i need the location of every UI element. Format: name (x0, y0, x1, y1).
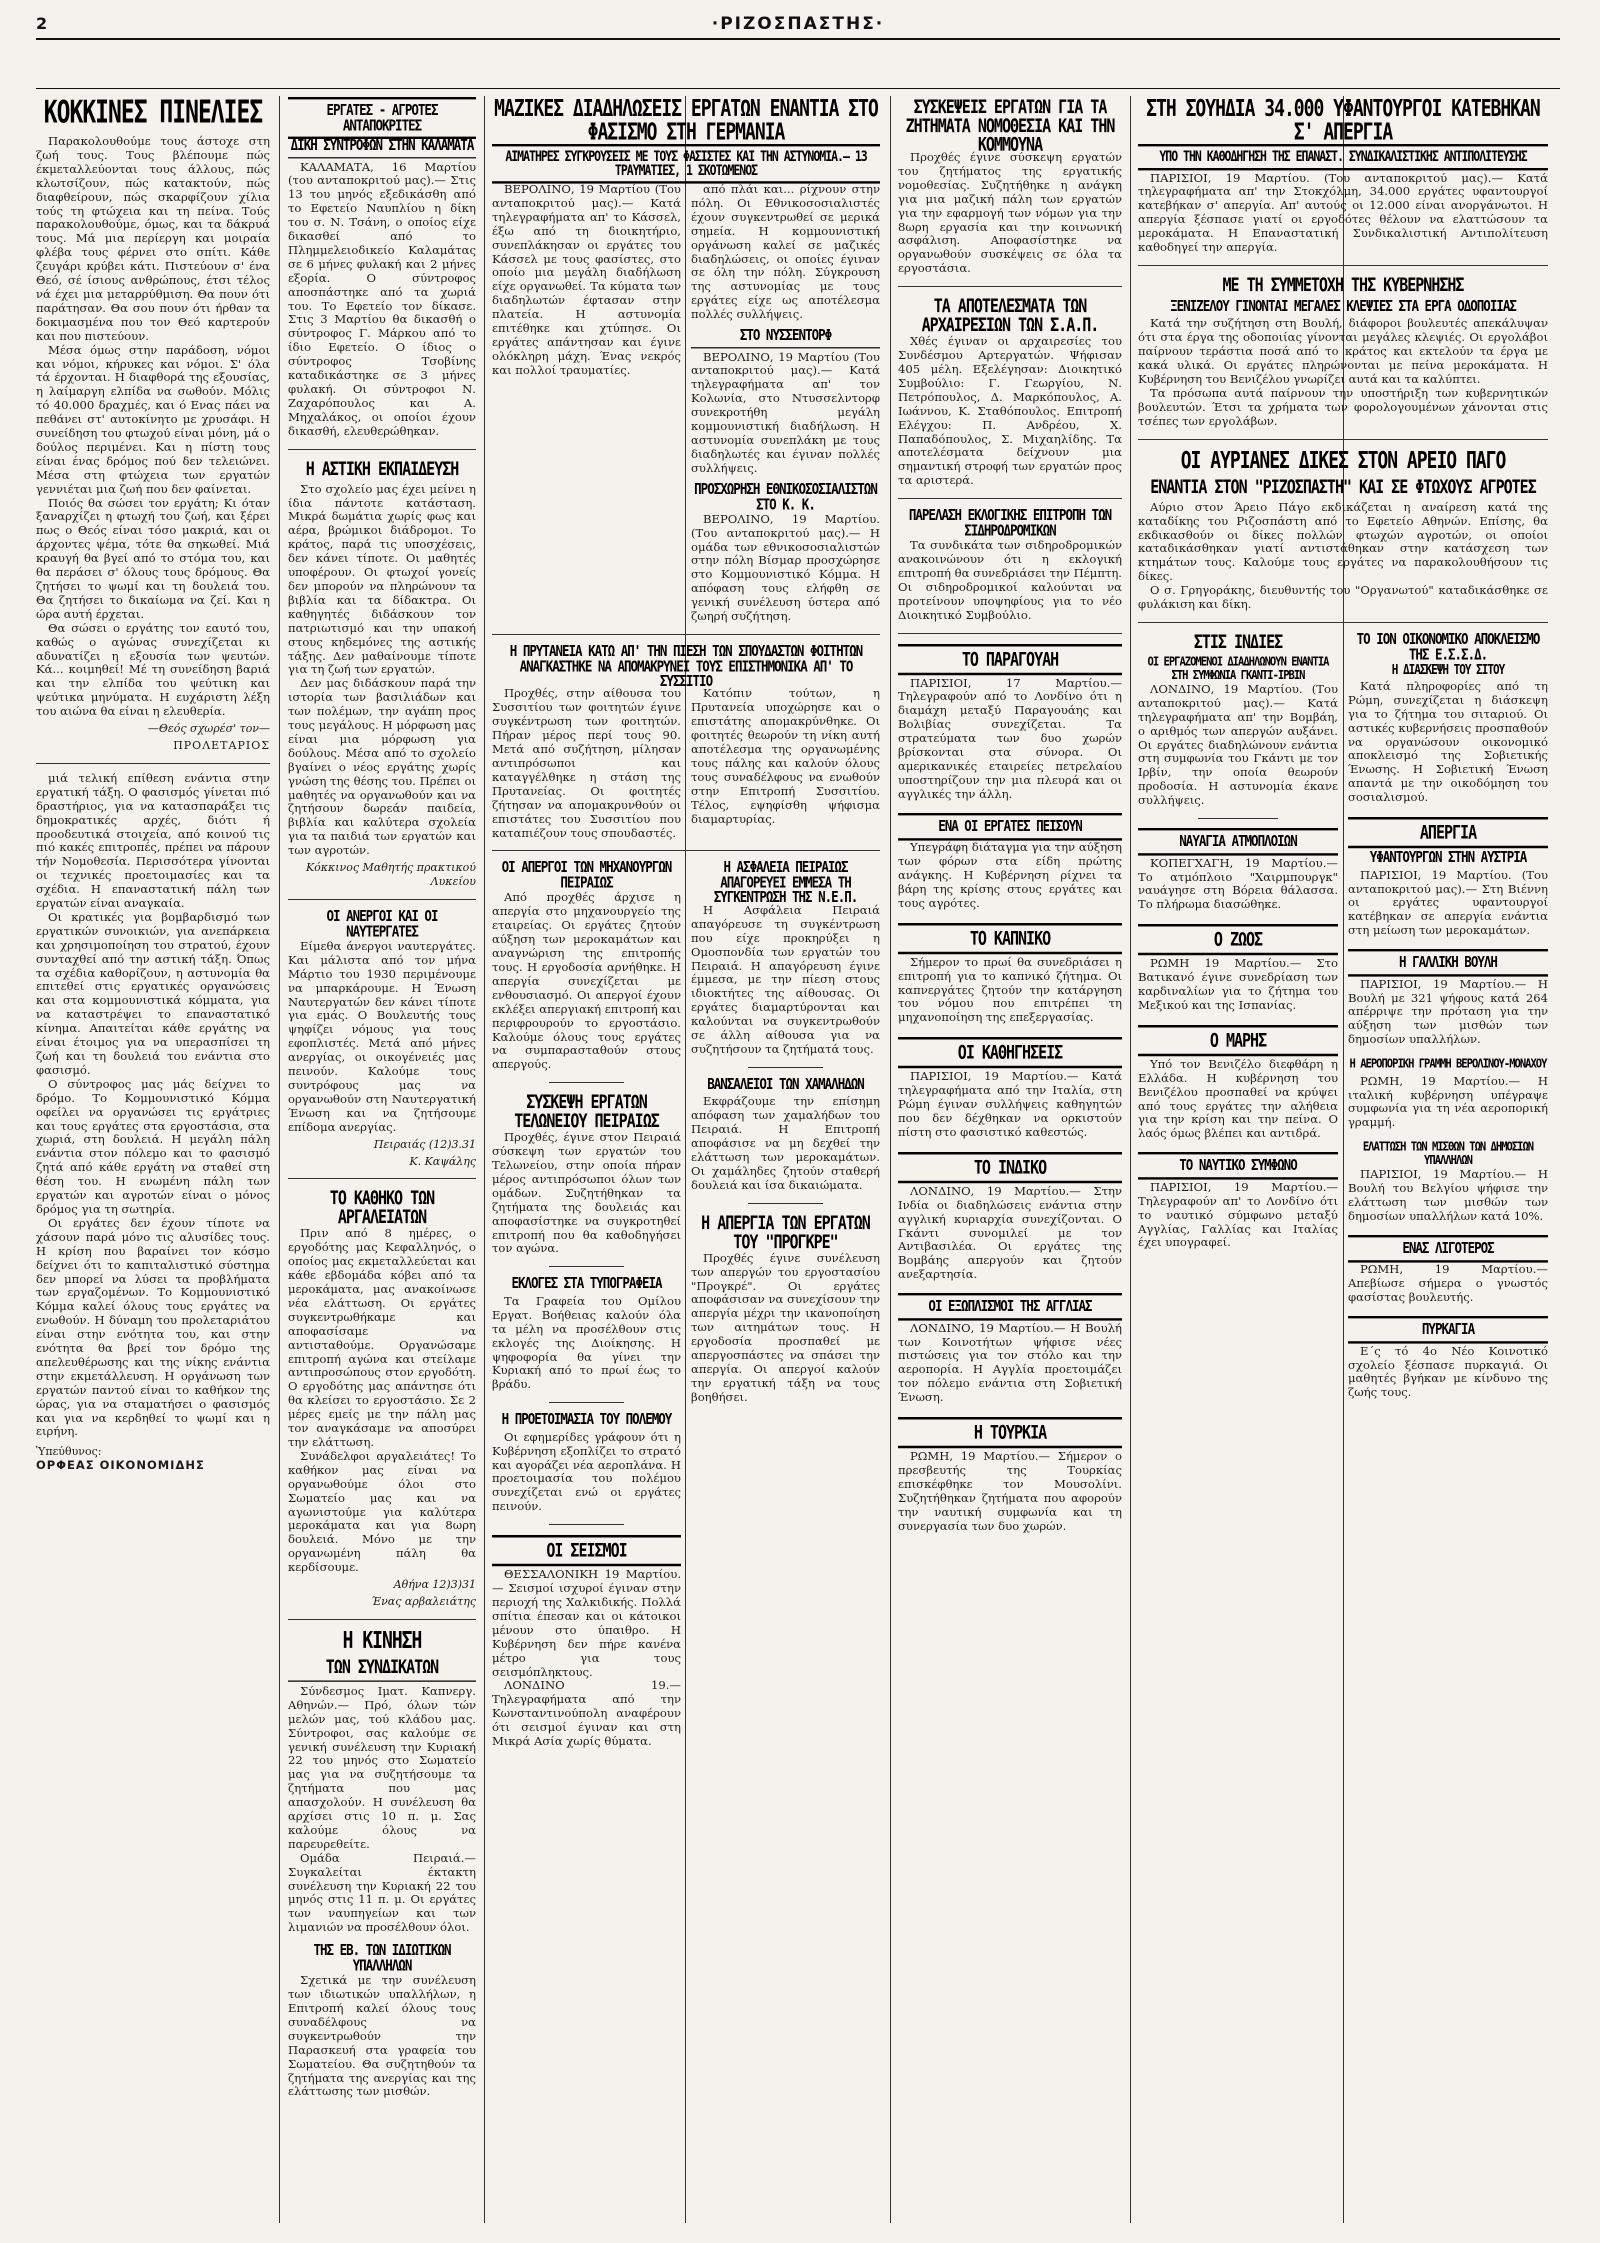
column-5-lower (1138, 631, 1548, 1410)
headline: ΤΟ ΙΝΔΙΚΟ (898, 1152, 1122, 1183)
headline: ΠΑΡΕΛΑΣΗ ΕΚΛΟΓΙΚΗΣ ΕΠΙΤΡΟΠΗ ΤΩΝ ΣΙΔΗΡΟΔΡΟΜΙΚΩΝ (908, 507, 1112, 539)
headline: ΠΡΟΣΧΩΡΗΣΗ ΕΘΝΙΚΟΣΟΣΙΑΛΙΣΤΩΝ ΣΤΟ Κ. Κ. (694, 479, 877, 513)
article-mars (1138, 1023, 1338, 1141)
headline: ΤΟ ΠΑΡΑΓΟΥΑΗ (898, 644, 1122, 675)
article-roadworks (1138, 274, 1548, 429)
responsible-label: Ὑπεύθυνος: (36, 1445, 102, 1459)
article-body: Τα πρόσωπα αυτά παίρνουν την υποστήριξη των κυβερνητικών βουλευτών. Έτσι τα χρήματα των φορολογουμένων χάνονται στις τσέπες των εργολάβων. (1138, 385, 1548, 428)
column-4 (898, 96, 1122, 2223)
article-taxes (898, 812, 1122, 911)
article-body: ΠΑΡΙΣΙΟΙ, 19 Μαρτίου.— Η Βουλή με 321 ψήφους κατά 264 απέρριψε την πρόταση για την αύξηση των μισθών των δημοσίων υπαλλήλων. (1348, 976, 1548, 1047)
divider (1138, 265, 1548, 266)
article-body: ΚΑΛΑΜΑΤΑ, 16 Μαρτίου (του ανταποκριτού μας).— Στις 13 του μηνός εξεδικάσθη από το Εφετείο Ναυπλίου η δίκη του σ. Ν. Τσάνη, ο οποίος είχε δικασθεί από το Πλημμελειοδικείο Καλαμάτας σε 6 μήνες φυλακή και 2 μήνες εξορία. Ο σύντροφος αποσπάστηκε από τα χωριά του. Το Εφετείο τον δίκασε. Στις 3 Μαρτίου θα δικασθή ο σύντροφος Γ. Μάρκου από το ίδιο Εφετείο. Ο ίδιος ο σύντροφος Τσοβίνης καταδικάστηκε σε 3 μήνες φυλακή. Οι σύντροφοι Ν. Ζαχαρόπουλος και Α. Μηχαλάκος, οι οποίοι έχουν δικασθή, ελευθερώθηκαν. (288, 159, 476, 438)
banner-headline: ΜΑΖΙΚΕΣ ΔΙΑΔΗΛΩΣΕΙΣ ΕΡΓΑΤΩΝ ΕΝΑΝΤΙΑ ΣΤΟ ΦΑΣΙΣΜΟ ΣΤΗ ΓΕΡΜΑΝΙΑ (494, 96, 878, 147)
headline: ΠΥΡΚΑΓΙΑ (1348, 1316, 1548, 1343)
subheadline: ΕΝΑΝΤΙΑ ΣΤΟΝ "ΡΙΖΟΣΠΑΣΤΗ" ΚΑΙ ΣΕ ΦΤΩΧΟΥΣ ΑΓΡΟΤΕΣ (1150, 475, 1536, 498)
article-progre-strike (691, 1212, 880, 1405)
subheadline: ΞΕΝΙΖΕΛΟΥ ΓΙΝΟΝΤΑΙ ΜΕΓΑΛΕΣ ΚΛΕΨΙΕΣ ΣΤΑ ΕΡΓΑ ΟΔΟΠΟΙΙΑΣ (1170, 296, 1516, 315)
divider (549, 1082, 625, 1083)
headline: Η ΚΙΝΗΣΗ (342, 1627, 422, 1655)
dateline: Πειραιάς (12)3.31 (373, 1137, 476, 1151)
article-printers (492, 1275, 681, 1392)
article-salaries (1348, 1140, 1548, 1224)
article-body: Προχθές έγινε συνέλευση των απεργών του εργοστασίου "Προγκρέ". Οι εργάτες αποφάσισαν να συνεχίσουν την απεργία μέχρι την ικανοποίηση των αιτημάτων τους. Η εργοδοσία προσπαθεί με απεργοσπάστες να σπάσει την απεργία. Οι απεργοί καλούν την εργατική τάξη να τους βοηθήσει. (691, 1250, 880, 1404)
article-body: ΡΩΜΗ, 19 Μαρτίου.— Απεβίωσε σήμερα ο γνωστός φασίστας βουλευτής. (1348, 1262, 1548, 1305)
article-zoo (1138, 922, 1338, 1013)
divider (1198, 818, 1278, 819)
article-body: Σήμερον το πρωί θα συνεδριάσει η επιτροπή για το καπνικό ζήτημα. Οι καπνεργάτες ζητούν την κατάργηση του νόμου που επιτρέπει τη μηχανοποίηση της επεξεργασίας. (898, 954, 1122, 1025)
divider (492, 850, 880, 851)
article-body: ΛΟΝΔΙΝΟ, 19 Μαρτίου. (Του ανταποκριτού μας).— Κατά τηλεγραφήματα απ' την Βομβάη, ο αριθμός των απεργών αυξάνει. Οι εργάτες διαδηλώνουν ενάντια στη συμφωνία του Γκάντι με τον Ιρβίν, την οποία θεωρούν προδοσία. Η αστυνομία έκανε συλλήψεις. (1138, 681, 1338, 808)
signature: Ένας αρβαλειάτης (371, 1594, 476, 1608)
divider (898, 286, 1122, 287)
article-body: Κατόπιν τούτων, η Πρυτανεία υποχώρησε και ο επιστάτης απομακρύνθηκε. Οι φοιτητές θεωρούν τη νίκη αυτή αποτέλεσμα της οργανωμένης τους πάλης και καλούν όλους τους συναδέλφους να ενωθούν στην Επιτροπή Συσσιτίου. Τέλος, εψηφίσθη ψήφισμα διαμαρτυρίας. (691, 686, 880, 826)
article-body: Εκφράζουμε την επίσημη απόφαση των χαμαλήδων του Πειραιά. Η Επιτροπή αποφάσισε να μη δεχθεί την ελάττωση των μεροκαμάτων. Οι χαμάληδες ζητούν σταθερή δουλειά και ίσα δικαιώματα. (691, 1094, 880, 1192)
article-indies (1138, 631, 1338, 808)
article-elections (898, 295, 1122, 488)
page-number: 2 (36, 14, 48, 33)
masthead (36, 8, 1560, 78)
article-one-less (1348, 1234, 1548, 1305)
article-body: Προχθές, έγινε στον Πειραιά σύσκεψη των εργατών του Τελωνείου, στην οποία πήραν μέρος αντιπρόσωποι όλων των ομάδων. Συζητήθηκαν τα ζητήματα της δουλειάς και αποφασίστηκε να συγκροτηθεί επιτροπή που θα καθοδηγήσει τον αγώνα. (492, 1130, 681, 1256)
article-body: Τα Γραφεία του Ομίλου Εργατ. Βοήθειας καλούν όλα τα μέλη να προσέλθουν στις εκλογές της Διοίκησης. Η ψηφοφορία θα γίνει την Κυριακή από το πρωί έως το βράδυ. (492, 1293, 681, 1392)
article-body: ΒΕΡΟΛΙΝΟ, 19 Μαρτίου (Του ανταποκριτού μας).— Κατά τηλεγραφήματα απ' τον Κολωνία, στο Ντυσσελντορφ συνεκροτήθη μεγάλη κομμουνιστική διαδήλωση. Η αστυνομία συνεπλάκη με τους διαδηλωτές και έγιναν πολλές συλλήψεις. (691, 349, 880, 475)
banner-headline: ΣΤΗ ΣΟΥΗΔΙΑ 34.000 ΥΦΑΝΤΟΥΡΓΟΙ ΚΑΤΕΒΗΚΑΝ Σ' ΑΠΕΡΓΙΑ (1146, 96, 1540, 147)
article-shipwreck (1138, 827, 1338, 912)
article-railway (898, 507, 1122, 622)
article-body: Αύριο στον Άρειο Πάγο εκδικάζεται η αναίρεση κατά της καταδίκης του Ριζοσπάστη από το Εφετείο Αθηνών. Επίσης, θα εκδικασθούν οι δίκες πολλών φτωχών αγροτών, οι οποίοι καταδικάσθηκαν γιατί αντιστάθηκαν στην κατάσχεση των κτημάτων τους. Καλούμε τους εργάτες να παρακολουθήσουν τις δίκες. (1138, 499, 1548, 584)
headline: ΣΤΙΣ ΙΝΔΙΕΣ (1193, 630, 1283, 653)
headline: ΟΙ ΑΝΕΡΓΟΙ ΚΑΙ ΟΙ ΝΑΥΤΕΡΓΑΤΕΣ (326, 907, 438, 940)
article-body: Σχετικά με την συνέλευση των ιδιωτικών υπαλλήλων, η Επιτροπή καλεί όλους τους συναδέλφους να συγκεντρωθούν την Παρασκευή στα γραφεία του Σωματείου. Θα συζητηθούν τα ζητήματα της ανεργίας και της ελάττωσης των μισθών. (288, 1973, 476, 2099)
article-body: ΡΩΜΗ, 19 Μαρτίου.— Η ιταλική κυβέρνηση υπέγραψε συμφωνία για τη νέα αεροπορική γραμμή. (1348, 1073, 1548, 1130)
headline: Ο ΜΑΡΗΣ (1138, 1025, 1338, 1056)
divider (549, 1266, 625, 1267)
article-professors (898, 1035, 1122, 1140)
headline: Η ΠΡΥΤΑΝΕΙΑ ΚΑΤΩ ΑΠ' ΤΗΝ ΠΙΕΣΗ ΤΩΝ ΣΠΟΥΔΑΣΤΩΝ ΦΟΙΤΗΤΩΝ ΑΝΑΓΚΑΣΤΗΚΕ ΝΑ ΑΠΟΜΑΚΡΥΝΕΙ ΤΟΥΣ ΕΠΙΣΤΗΜΟΝΙΚΑ ΑΠ' ΤΟ ΣΥΣΣΙΤΙΟ (509, 642, 863, 690)
headline: Η ΓΑΛΛΙΚΗ ΒΟΥΛΗ (1348, 949, 1548, 976)
subheadline: ΤΩΝ ΣΥΝΔΙΚΑΤΩΝ (288, 1658, 476, 1682)
article-body: Από προχθές άρχισε η απεργία στο μηχανουργείο της εταιρείας. Οι εργάτες ζητούν αύξηση των μεροκαμάτων και αναγνώριση της επιτροπής τους. Η εργοδοσία αρνήθηκε. Η απεργία συνεχίζεται με ενθουσιασμό. Οι απεργοί έχουν εκλέξει απεργιακή επιτροπή και περιφρουρούν το εργοστάσιο. Καλούμε όλους τους εργάτες να συμπαρασταθούν στους απεργούς. (492, 890, 681, 1072)
column-3 (492, 96, 880, 2223)
divider (492, 634, 880, 635)
banner-subheadline: ΑΙΜΑΤΗΡΕΣ ΣΥΓΚΡΟΥΣΕΙΣ ΜΕ ΤΟΥΣ ΦΑΣΙΣΤΕΣ ΚΑΙ ΤΗΝ ΑΣΤΥΝΟΜΙΑ.— 13 ΤΡΑΥΜΑΤΙΕΣ, 1 ΣΚΟΤΩΜΕΝΟΣ (492, 144, 880, 184)
article-body: Συνάδελφοι αργαλειάτες! Το καθήκον μας είναι να οργανωθούμε όλοι στο Σωματείο μας και να αγωνιστούμε για καλύτερα μεροκάματα και για 8ωρη δουλειά. Μόνο με την οργανωμένη πάλη θα κερδίσουμε. (288, 1448, 476, 1575)
headline: ΣΤΟ ΝΥΣΣΕΝΤΟΡΦ (691, 328, 880, 348)
article-austria-strike (1348, 815, 1548, 938)
headline: ΣΥΣΚΕΨΕΙΣ ΕΡΓΑΤΩΝ ΓΙΑ ΤΑ ΖΗΤΗΜΑΤΑ ΝΟΜΟΘΕΣΙΑ ΚΑΙ ΤΗΝ ΚΟΜΜΟΥΝΑ (905, 96, 1115, 156)
article-body: ΠΑΡΙΣΙΟΙ, 19 Μαρτίου. (Του ανταποκριτού μας).— Κατά τηλεγραφήματα απ' την Στοκχόλμη, 34.000 εργάτες υφαντουργοί κατεβήκαν σ' απεργία. Απ' αυτούς οι 12.000 είναι ανοργάνωτοι. Η απεργία ξέσπασε γιατί οι εργοδότες θέλουν να ελαττώσουν τα μεροκάματα. Η Επαναστατική Συνδικαλιστική Αντιπολίτευση καθοδηγεί την απεργία. (1138, 170, 1548, 255)
article-kalamata (288, 96, 476, 439)
headline: ΔΙΚΗ ΣΥΝΤΡΟΦΩΝ ΣΤΗΝ ΚΑΛΑΜΑΤΑ (288, 138, 476, 158)
article-areopagus (1138, 448, 1548, 612)
headline: ΤΟ ΙΟΝ ΟΙΚΟΝΟΜΙΚΟ ΑΠΟΚΛΕΙΣΜΟ ΤΗΣ Ε.Σ.Σ.Δ. (1356, 630, 1540, 663)
article-ussr-blockade (1348, 631, 1548, 805)
subcolumn-left (492, 859, 681, 1759)
article-body: ΛΟΝΔΙΝΟ, 19 Μαρτίου.— Στην Ινδία οι διαδηλώσεις ενάντια στην αγγλική κυριαρχία συνεχίζονται. Ο Γκάντι συνομιλεί με τον Αντιβασιλέα. Οι εργάτες της Βομβάης απεργούν και ζητούν ανεξαρτησία. (898, 1183, 1122, 1282)
column-1 (36, 96, 270, 2223)
headline: ΟΙ ΑΠΕΡΓΟΙ ΤΩΝ ΜΗΧΑΝΟΥΡΓΩΝ ΠΕΙΡΑΙΩΣ (501, 859, 672, 892)
divider (1138, 439, 1548, 440)
article-kokkines-pinelies (36, 96, 270, 753)
article-paraguay (898, 642, 1122, 802)
article-body: Κατά την συζήτηση στη Βουλή, διάφοροι βουλευτές απεκάλυψαν ότι στα έργα της οδοποιίας γίνονται μεγάλες κλεψιές. Οι εργολάβοι παίρνουν τεράστια ποσά από το κράτος και εκτελούν τα έργα με κακά υλικά. Οι εργάτες πληρώνονται με πείνα μεροκάματα. Η Κυβέρνηση του Βενιζέλου γνωρίζει αυτά και τα καλύπτει. (1138, 316, 1548, 387)
article-body: Σύνδεσμος Ιματ. Καπνεργ. Αθηνών.— Πρό, όλων τών μελών μας, τού κλάδου μας. Σύντροφοι, σας καλούμε σε γενική συνέλευση την Κυριακή 22 του μηνός στο Σωματείο μας για να συζητήσουμε τα ζητήματα που μας απασχολούν. Η συνέλευση θα αρχίσει στις 10 π. μ. Σας καλούμε όλους να παρευρεθείτε. (288, 1683, 476, 1851)
article-body: ΒΕΡΟΛΙΝΟ, 19 Μαρτίου. (Του ανταποκριτού μας).— Η ομάδα των εθνικοσοσιαλιστών στην πόλη Βίσμαρ προσχώρησε στο Κομμουνιστικό Κόμμα. Η απόφαση τους ελήφθη σε γενική συνέλευση ύστερα από ζωηρή συζήτηση. (691, 511, 880, 624)
article-body: ΠΑΡΙΣΙΟΙ, 19 Μαρτίου.— Τηλεγραφούν απ' το Λονδίνο ότι το ναυτικό σύμφωνο μεταξύ Αγγλίας, Γαλλίας και Ιταλίας έχει υπογραφεί. (1138, 1179, 1338, 1250)
article-body: Τα συνδικάτα των σιδηροδρομικών ανακοινώνουν ότι η εκλογική επιτροπή θα συνεδριάσει την Πέμπτη. Οι σιδηροδρομικοί καλούνται να προτείνουν υποψηφίους για το νέο Διοικητικό Συμβούλιο. (898, 538, 1122, 622)
article-body: Η Ασφάλεια Πειραιά απαγόρευσε τη συγκέντρωση που είχε προκηρύξει η Ομοσπονδία των εργατών του Πειραιά. Η απαγόρευση έγινε έμμεσα, με την πίεση στους ιδιοκτήτες της αίθουσας. Οι εργάτες διαμαρτύρονται και καλούνται να συγκεντρωθούν σε άλλη αίθουσα για να συζητήσουν τα ζητήματά τους. (691, 902, 880, 1056)
responsible-name: ΟΡΦΕΑΣ ΟΙΚΟΝΟΜΙΔΗΣ (36, 1458, 205, 1473)
divider (549, 1524, 625, 1525)
responsible-editor (36, 1445, 270, 1473)
banner-subheadline: ΥΠΟ ΤΗΝ ΚΑΘΟΔΗΓΗΣΗ ΤΗΣ ΕΠΑΝΑΣΤ. ΣΥΝΔΙΚΑΛΙΣΤΙΚΗΣ ΑΝΤΙΠΟΛΙΤΕΥΣΗΣ (1138, 144, 1548, 170)
article-india (898, 1150, 1122, 1282)
article-students (492, 643, 880, 840)
headline: Η ΑΣΤΙΚΗ ΕΚΠΑΙΔΕΥΣΗ (305, 457, 459, 480)
subcolumn-left (1138, 631, 1338, 1410)
subheadline: ΟΙ ΕΡΓΑΖΟΜΕΝΟΙ ΔΙΑΔΗΛΩΝΟΥΝ ΕΝΑΝΤΙΑ ΣΤΗ ΣΥΜΦΩΝΙΑ ΓΚΑΝΤΙ-ΙΡΒΙΝ (1147, 654, 1329, 682)
headline: ΚΟΚΚΙΝΕΣ ΠΙΝΕΛΙΕΣ (43, 96, 263, 131)
headline: Η ΑΕΡΟΠΟΡΙΚΗ ΓΡΑΜΜΗ ΒΕΡΟΛΙΝΟΥ-ΜΟΝΑΧΟΥ (1349, 1057, 1547, 1072)
divider (36, 763, 270, 764)
column-rule (484, 96, 485, 2223)
headline: ΤΟ ΚΑΠΝΙΚΟ (898, 923, 1122, 954)
headline: Η ΠΡΟΕΤΟΙΜΑΣΙΑ ΤΟΥ ΠΟΛΕΜΟΥ (501, 1411, 672, 1428)
subheadline: Η ΔΙΑΣΚΕΨΗ ΤΟΥ ΣΙΤΟΥ (1391, 661, 1505, 678)
article-body: ΠΑΡΙΣΙΟΙ, 19 Μαρτίου.— Κατά τηλεγραφήματα από την Ιταλία, στη Ρώμη έγιναν συλλήψεις καθηγητών που δεν δέχθηκαν να ορκιστούν πίστη στο φασιστικό καθεστώς. (898, 1069, 1122, 1139)
subheadline: ΥΦΑΝΤΟΥΡΓΩΝ ΣΤΗΝ ΑΥΣΤΡΙΑ (1369, 847, 1527, 866)
article-body: Πριν από 8 ημέρες, ο εργοδότης μας Κεφαλληνός, ο οποίος μας εκμεταλλεύεται και κάθε εβδομάδα κόβει από τα μεροκάματα, μας ανακοίνωσε νέα ελάττωση. Οι εργάτες συγκεντρωθήκαμε και αποφασίσαμε να αντισταθούμε. Οργανώσαμε επιτροπή αγώνα και στείλαμε αντιπροσώπους στον εργοδότη. Ο εργοδότης μας απάντησε ότι θα κλείσει το εργοστάσιο. Σε 2 μέρες εμείς με την πάλη μας τον αναγκάσαμε να αποσύρει την ελάττωση. (288, 1226, 476, 1449)
masthead-rule (36, 38, 1560, 40)
headline: ΟΙ ΕΞΩΠΛΙΣΜΟΙ ΤΗΣ ΑΓΓΛΙΑΣ (898, 1293, 1122, 1320)
article-war-prep (492, 1411, 681, 1514)
headline: ΑΠΕΡΓΙΑ (1348, 817, 1548, 848)
article-body: ΛΟΝΔΙΝΟ 19.— Τηλεγραφήματα από την Κωνσταντινούπολη αναφέρουν ότι σεισμοί έγιναν και στη Μικρά Ασία χωρίς θύματα. (492, 1678, 681, 1749)
article-mechanics (492, 859, 681, 1072)
article-body: Υπεγράφη διάταγμα για την αύξηση των φόρων στα είδη πρώτης ανάγκης. Η Κυβέρνηση ρίχνει τα βάρη της κρίσης στους εργάτες και τους αγρότες. (898, 840, 1122, 910)
article-body: ΚΟΠΕΓΧΑΓΗ, 19 Μαρτίου.— Το ατμόπλοιο "Χαιρμπουργκ" ναυάγησε στη Βόρεια θάλασσα. Το πλήρωμα διασώθηκε. (1138, 855, 1338, 912)
headline: Η ΑΣΦΑΛΕΙΑ ΠΕΙΡΑΙΩΣ ΑΠΑΓΟΡΕΥΕΙ ΕΜΜΕΣΑ ΤΗ ΣΥΓΚΕΝΤΡΩΣΗ ΤΗΣ Ν.Ε.Π. (713, 859, 858, 907)
headline: Η ΑΠΕΡΓΙΑ ΤΩΝ ΕΡΓΑΤΩΝ ΤΟΥ "ΠΡΟΓΚΡΕ" (701, 1211, 870, 1253)
article-body: από πλάι και... ρίχνουν στην πόλη. Οι Εθνικοσοσιαλιστές έχουν συγκεντρωθεί σε μερικά σημεία. Η κομμουνιστική οργάνωση καλεί σε μαζικές διαδηλώσεις, οι οποίες έγιναν σε όλη την πόλη. Σύγκρουση της αστυνομίας με τους εργάτες είχε ως αποτέλεσμα πολλές συλλήψεις. (691, 182, 880, 322)
headline: ΤΑ ΑΠΟΤΕΛΕΣΜΑΤΑ ΤΩΝ ΑΡΧΑΙΡΕΣΙΩΝ ΤΩΝ Σ.Α.Π. (921, 295, 1099, 336)
article-assembly (898, 96, 1122, 276)
article-body: ΡΩΜΗ, 19 Μαρτίου.— Σήμερον ο πρεσβευτής της Τουρκίας επισκέφθηκε τον Μουσολίνι. Συζητήθηκαν ζητήματα που αφορούν την ναυτική συμφωνία και τη συνεργασία των δυο χωρών. (898, 1449, 1122, 1533)
article-fire (1348, 1315, 1548, 1400)
article-sweden (1138, 96, 1548, 255)
headline: ΕΚΛΟΓΕΣ ΣΤΑ ΤΥΠΟΓΡΑΦΕΙΑ (511, 1275, 662, 1292)
column-3-lower (492, 859, 880, 1759)
column-rule (1130, 96, 1131, 2223)
divider (288, 899, 476, 900)
article-body: Χθές έγιναν οι αρχαιρεσίες του Συνδέσμου Αρτεργατών. Ψήφισαν 405 μέλη. Εξελέγησαν: Διοικητικό Συμβούλιο: Γ. Γεωργίου, Ν. Πετρόπουλος, Δ. Μαρκόπουλος, Α. Ιωάννου, Κ. Σταθόπουλος. Επιτροπή Ελέγχου: Π. Ανδρέου, Χ. Παπαδόπουλος, Σ. Μιχαηλίδης. Τα αποτελέσματα δείχνουν μια σημαντική στροφή των εργατών προς τα αριστερά. (898, 334, 1122, 488)
article-body: Ε΄ς τό 4ο Νέο Κοινοτικό σχολείο ξέσπασε πυρκαγιά. Οι μαθητές βγήκαν με κίνδυνο της ζωής τους. (1348, 1343, 1548, 1400)
paper-title: ·ΡΙΖΟΣΠΑΣΤΗΣ· (711, 14, 885, 34)
divider (288, 449, 476, 450)
article-turkey (898, 1415, 1122, 1533)
column-2 (288, 96, 476, 2223)
article-body: ΛΟΝΔΙΝΟ, 19 Μαρτίου.— Η Βουλή των Κοινοτήτων ψήφισε νέες πιστώσεις για τον στόλο και την αεροπορία. Η Αγγλία προετοιμάζει τον πόλεμο ενάντια στη Σοβιετική Ένωση. (898, 1320, 1122, 1405)
article-body: Υπό τον Βενιζέλο διεφθάρη η Ελλάδα. Η κυβέρνηση του Βενιζέλου προσπαθεί να κρύψει από τους εργάτες την αλήθεια για την κρίση και την πείνα. Ο λαός όμως βλέπει και αντιδρά. (1138, 1056, 1338, 1141)
article-education (288, 458, 476, 889)
article-body: ΠΑΡΙΣΙΟΙ, 17 Μαρτίου.— Τηλεγραφούν από το Λονδίνο ότι η διαμάχη μεταξύ Παραγουάης και Βολιβίας συνεχίζεται. Τα στρατεύματα των δυο χωρών βρίσκονται στα σύνορα. Οι αμερικανικές εταιρείες πετρελαίου υποστηρίζουν την μια πλευρά και οι αγγλικές την άλλη. (898, 675, 1122, 801)
header-rule (36, 88, 1560, 89)
article-body: Οι εφημερίδες γράφουν ότι η Κυβέρνηση εξοπλίζει το στρατό και αγοράζει νέα αεροπλάνα. Η προετοιμασία του πολέμου συνεχίζεται ενώ οι εργάτες πεινούν. (492, 1429, 681, 1514)
subcolumn-right (1348, 631, 1548, 1410)
divider (288, 1619, 476, 1620)
author: ΠΡΟΛΕΤΑΡΙΟΣ (173, 738, 270, 752)
column-rule (890, 96, 891, 2223)
dateline: Αθήνα 12)3)31 (393, 1578, 476, 1592)
divider (898, 498, 1122, 499)
headline: Η ΤΟΥΡΚΙΑ (898, 1417, 1122, 1448)
divider (748, 1203, 824, 1204)
article-body: Προχθές έγινε σύσκεψη εργατών του ζητήματος της εργατικής νομοθεσίας. Συζητήθηκε η ανάγκη για μια μαζική πάλη των εργατών για την εφαρμογή των νόμων για την 8ωρη εργασία και την κοινωνική ασφάλιση. Αποφασίστηκε να οργανωθούν συσκέψεις σε όλα τα εργοστάσια. (898, 150, 1122, 276)
section-header: ΕΡΓΑΤΕΣ - ΑΓΡΟΤΕΣ ΑΝΤΑΠΟΚΡΙΤΕΣ (288, 97, 476, 139)
article-tobacco (898, 921, 1122, 1026)
article-earthquakes (492, 1533, 681, 1749)
article-body: Κατά πληροφορίες από τη Ρώμη, συνεχίζεται η διάσκεψη για το ζήτημα του σιταριού. Οι αστικές κυβερνήσεις προσπαθούν να οργανώσουν οικονομικό αποκλεισμό της Σοβιετικής Ένωσης. Η Σοβιετική Ένωση απαντά με την οικοδόμηση του σοσιαλισμού. (1348, 678, 1548, 805)
article-body: Ο σ. Γρηγοράκης, διευθυντής του "Οργανωτού" καταδικάσθηκε σε φυλάκιση και δίκη. (1138, 583, 1548, 612)
headline: ΣΥΣΚΕΨΗ ΕΡΓΑΤΩΝ ΤΕΛΩΝΕΙΟΥ ΠΕΙΡΑΙΩΣ (514, 1091, 659, 1132)
column-rule (279, 96, 280, 2223)
headline: Ο ΖΩΟΣ (1138, 924, 1338, 955)
headline: ΕΛΑΤΤΩΣΗ ΤΩΝ ΜΙΣΘΩΝ ΤΩΝ ΔΗΜΟΣΙΩΝ ΥΠΑΛΛΗΛΩΝ (1362, 1140, 1534, 1168)
article-body: Προχθές, στην αίθουσα του Συσσιτίου των φοιτητών έγινε συγκέντρωση των φοιτητών. Πήραν μέρος περί τους 90. Μετά από συζήτηση, μίλησαν αντιπρόσωποι και καταγγέλθηκε η στάση της Πρυτανείας. Οι φοιτητές ζήτησαν να απομακρυνθούν οι επιστάτες του Συσσιτίου που καταπιέζουν τους σπουδαστές. (492, 686, 681, 840)
article-weavers (288, 1187, 476, 1608)
article-body: Παρακολουθούμε τους άστοχε στη ζωή τους. Τους βλέπουμε πώς έκμεταλλεύονται τους άλλους, πώς κλωτσίζουν, πώς κατακτούν, πώς διαφθείρουν, πώς σκαρφίζουν χίλια τούς τη φτώχεια και τη πείνα. Τούς παρακολουθούμε, όμως, και τα δάκρυά τους. Μά μια περίεργη και μοιραία φλέβα τους φέρνει στο σπίτι. Κάθε ζευγάρι κρύβει κάτι. Πιστεύουν σ' ένα Θεό, σέ ίσιους ανθρώπους, έτσι τέλος νά έχει μια μεταρρύθμιση. Θα πουν ότι παράτησαν. Θα σου πουν ότι ήρθαν τα δοκιμασμένα που τον Θεό καρτερούν και που πιστεύουν. Μέσα όμως στην παράδοση, νόμοι και νόμοι, κήρυκες και νόμοι. Σ' όλα τά έρχονται. Η διαφθορά της εξουσίας, η λαίμαργη ελπίδα να σωθούν. Μόλις τό 40.000 δραχμές, και ό Ενας πάει να πεθάνει στ' αυτοκίνητο με χρυσάφι. Η συνείδηση του φτωχού είναι μόνη, μά ο δούλος περιμένει. Και η πίστη τους είναι ένας δρόμος πού δεν τελειώνει. Μέσα στη φτώχεια των εργατών γεννιέται μια ζωή που δεν φαίνεται. Ποιός θα σώσει τον εργάτη; Κι όταν ξαναρχίζει η φτωχή του ζωή, και ξέρει πως ο Θεός είναι τόσο μακριά, και οι άρχοντες ψέμα, τότε θα σηκωθεί. Μιά κραυγή θα βγεί από το στόμα του, και θα περάσει σ' όλους τους δρόμους. Θα ζητήσει το ψωμί και τη δουλειά του. Θα ζητήσει το δικαίωμα να ζεί. Και η ώρα αυτή έρχεται. Θα σώσει ο εργάτης τον εαυτό του, καθώς ο αγώνας συνεχίζεται κι αδυνατίζει η εξουσία των ψευτών. Κά... κοιμηθεί! Μέ τη συνείδηση βαριά και την ελπίδα του ψεύτικη και ψεύτικα μηνύματα. Η ευχάριστη λέξη του αιώνα θα είναι η ελευθερία. —Θεός σχωρέσ' τον— ΠΡΟΛΕΤΑΡΙΟΣ (36, 134, 270, 752)
article-body: Ομάδα Πειραιά.— Συγκαλείται έκτακτη συνέλευση την Κυριακή 22 του μηνός στις 11 π. μ. Οι εργάτες των ναυπηγείων και των λιμανιών να προσέλθουν όλοι. (288, 1850, 476, 1935)
headline: ΟΙ ΚΑΘΗΓΗΣΕΙΣ (898, 1037, 1122, 1068)
article-body: ΒΕΡΟΛΙΝΟ, 19 Μαρτίου (Του ανταποκριτού μας).— Κατά τηλεγραφήματα απ' το Κάσσελ, έξω από τη διοικητήριο, συνεπλάκησαν οι εργάτες του Κάσσελ με τους φασίστες, στο οποίο μια μεγάλη διαδήλωση είχε οργανωθεί. Τα κύματα των διαδηλωτών έφτασαν στην πλατεία. Η αστυνομία επιτέθηκε και χτύπησε. Οι εργάτες απάντησαν και έγινε ολόκληρη μάχη. Ένας νεκρός και πολλοί τραυματίες. (492, 182, 681, 377)
subcolumn-right (691, 859, 880, 1759)
article-body: ΡΩΜΗ 19 Μαρτίου.— Στο Βατικανό έγινε συνεδρίαση των καρδιναλίων για το ζήτημα του Μεξικού και της Ισπανίας. (1138, 956, 1338, 1012)
headline: ΟΙ ΣΕΙΣΜΟΙ (492, 1535, 681, 1566)
article-french-chamber (1348, 948, 1548, 1047)
article-body: ΘΕΣΣΑΛΟΝΙΚΗ 19 Μαρτίου.— Σεισμοί ισχυροί έγιναν στην περιοχή της Χαλκιδικής. Πολλά σπίτια έπεσαν και οι κάτοικοι μένουν στο ύπαιθρο. Η Κυβέρνηση δεν πήρε κανένα μέτρο για τους σεισμόπληκτους. (492, 1567, 681, 1679)
column-5 (1138, 96, 1548, 2223)
headline: ΕΝΑ ΟΙ ΕΡΓΑΤΕΣ ΠΕΙΣΟΥΝ (898, 813, 1122, 840)
signature: Κ. Καψάλης (409, 1154, 476, 1168)
signoff: —Θεός σχωρέσ' τον— (147, 722, 270, 736)
article-body: Στο σχολείο μας έχει μείνει η ίδια πάντοτε κατάσταση. Μικρά δωμάτια χωρίς φως και αέρα, βρώμικοι διάδρομοι. Το κράτος, παρά τις υποσχέσεις, δεν κάνει τίποτε. Οι μαθητές υποφέρουν. Οι φτωχοί γονείς δεν μπορούν να πληρώνουν τα βιβλία και τα δίδακτρα. Οι καθηγητές διδάσκουν τον πατριωτισμό και την υπακοή στους κηδεμόνες της αστικής τάξης. Δεν μαθαίνουμε τίποτε για τη ζωή των εργατών. (288, 481, 476, 677)
headline: ΝΑΥΑΓΙΑ ΑΤΜΟΠΛΟΙΩΝ (1138, 828, 1338, 855)
divider (549, 1402, 625, 1403)
article-body: ΠΑΡΙΣΙΟΙ, 19 Μαρτίου.— Η Βουλή του Βελγίου ψήφισε την ελάττωση των μισθών των δημοσίων υπαλλήλων κατά 10%. (1348, 1167, 1548, 1223)
article-customs (492, 1091, 681, 1256)
article-germany (492, 96, 880, 624)
article-body: Είμεθα άνεργοι ναυτεργάτες. Και μάλιστα από τον μήνα Μάρτιο του 1930 περιμένουμε να μπαρκάρουμε. Η Ένωση Ναυτεργατών δεν κάνει τίποτε για εμάς. Ο Βουλευτής τους ψηφίζει νόμους για τους εφοπλιστές. Μετά από μήνες ανεργίας, οι οικογένειές μας πεινούν. Καλούμε τους συντρόφους μας να οργανωθούν στη Ναυτεργατική Ένωση και να ζητήσουμε επίδομα ανεργίας. (288, 938, 476, 1134)
headline: ΤΟ ΝΑΥΤΙΚΟ ΣΥΜΦΩΝΟ (1138, 1152, 1338, 1179)
article-navy-pact (1138, 1151, 1338, 1250)
article-dockers (691, 1076, 880, 1193)
headline: ΤΟ ΚΑΘΗΚΟ ΤΩΝ ΑΡΓΑΛΕΙΑΤΩΝ (329, 1187, 435, 1229)
divider (748, 1067, 824, 1068)
headline: ΕΝΑΣ ΛΙΓΟΤΕΡΟΣ (1348, 1235, 1548, 1262)
article-sailors (288, 908, 476, 1169)
signature: Κόκκινος Μαθητής πρακτικού Λυκείου (305, 861, 476, 888)
article-continuation: μιά τελική επίθεση ενάντια στην εργατική τάξη. Ο φασισμός γίνεται πιό δραστήριος, για να κατασπαράξει τις δημοκρατικές αρχές, διότι ή προοδευτικά στοιχεία, από κοινού τις πιό κακές επιτροπές, πρέπει να πάρουν τήν Νομοθεσία. Περισσότερα γίνονται οι τεχνικές προετοιμασίες και τα σχέδια. Η επαναστατική πάλη των εργατών είναι αναγκαία. Οι κρατικές για βομβαρδισμό των εργατικών συνοικιών, για ανεπάρκεια και χρησιμοποίηση του στρατού, έχουν συνταχθεί από την αστική τάξη. Όπως τα σχέδια καθορίζουν, η αστυνομία θα επιτεθεί στις εργατικές οργανώσεις και στα κομμουνιστικά κόμματα, για να καταστρέψει το επαναστατικό κίνημα. Απαιτείται κάθε εργάτης να είναι έτοιμος για να υπερασπίσει τη ζωή και τη δουλειά του ενάντια στο φασισμό. Ο σύντροφος μας μάς δείχνει το δρόμο. Το Κομμουνιστικό Κόμμα οφείλει να οργανώσει τις εργάτριες και τους εργάτες στα εργοστάσια, στα χωριά, στη δουλειά. Η μεγάλη πάλη ενάντια στον πόλεμο και το φασισμό ζητά από κάθε εργάτη να σταθεί στη θέση του. Η ενωμένη πάλη των εργατών και αγροτών είναι ο μόνος δρόμος για τη σωτηρία. Οι εργάτες δεν έχουν τίποτε να χάσουν παρά μόνο τις αλυσίδες τους. Η κρίση που βαραίνει τον κόσμο δείχνει ότι το καπιταλιστικό σύστημα δεν μπορεί να λύσει τα προβλήματα των εργαζομένων. Το Κομμουνιστικό Κόμμα καλεί όλους τους εργάτες να ενωθούν. Η δύναμη του προλεταριάτου είναι στην ενότητα του, και στην ενότητα θα βρεί τον δρόμο της απελευθέρωσης και της νίκης ενάντια στην εκμετάλλευση. Η οργάνωση των εργατών παντού είναι το καθήκον της ώρας, για να σταματήσει ο φασισμός και για να κερδηθεί το ψωμί και η ειρήνη. Ὑπεύθυνος: ΟΡΦΕΑΣ ΟΙΚΟΝΟΜΙΔΗΣ (36, 771, 270, 1473)
headline: ΒΑΝΣΑΛΕΙΟΙ ΤΩΝ ΧΑΜΑΛΗΔΩΝ (707, 1075, 864, 1093)
headline: ΤΗΣ ΕΒ. ΤΩΝ ΙΔΙΩΤΙΚΩΝ ΥΠΑΛΛΗΛΩΝ (313, 1940, 451, 1974)
divider (898, 633, 1122, 634)
divider (288, 1178, 476, 1179)
article-body: ΠΑΡΙΣΙΟΙ, 19 Μαρτίου. (Του ανταποκριτού μας).— Στη Βιέννη οι εργάτες υφαντουργοί κατέβηκαν σε απεργία ενάντια στη μείωση των μεροκαμάτων. (1348, 867, 1548, 938)
article-unions (288, 1628, 476, 2099)
divider (1138, 622, 1548, 623)
headline: ΟΙ ΑΥΡΙΑΝΕΣ ΔΙΚΕΣ ΣΤΟΝ ΑΡΕΙΟ ΠΑΓΟ (1180, 447, 1506, 475)
article-insurance (691, 859, 880, 1056)
article-body: Δεν μας διδάσκουν παρά την ιστορία των βασιλιάδων και των πολέμων, την αγάπη προς τους μεγάλους. Η μόρφωση μας είναι μια μόρφωση για δούλους. Μέσα από το σχολείο βγαίνει ο νέος εργάτης χωρίς γνώση της θέσης του. Πρέπει οι μαθητές να οργανωθούν και να ζητήσουν δωρεάν παιδεία, βιβλία και καλύτερα σχολεία για τα παιδιά των εργατών και των αγροτών. (288, 676, 476, 858)
headline: ΜΕ ΤΗ ΣΥΜΜΕΤΟΧΗ ΤΗΣ ΚΥΒΕΡΝΗΣΗΣ (1222, 273, 1464, 296)
article-england (898, 1292, 1122, 1405)
article-air-route (1348, 1057, 1548, 1130)
